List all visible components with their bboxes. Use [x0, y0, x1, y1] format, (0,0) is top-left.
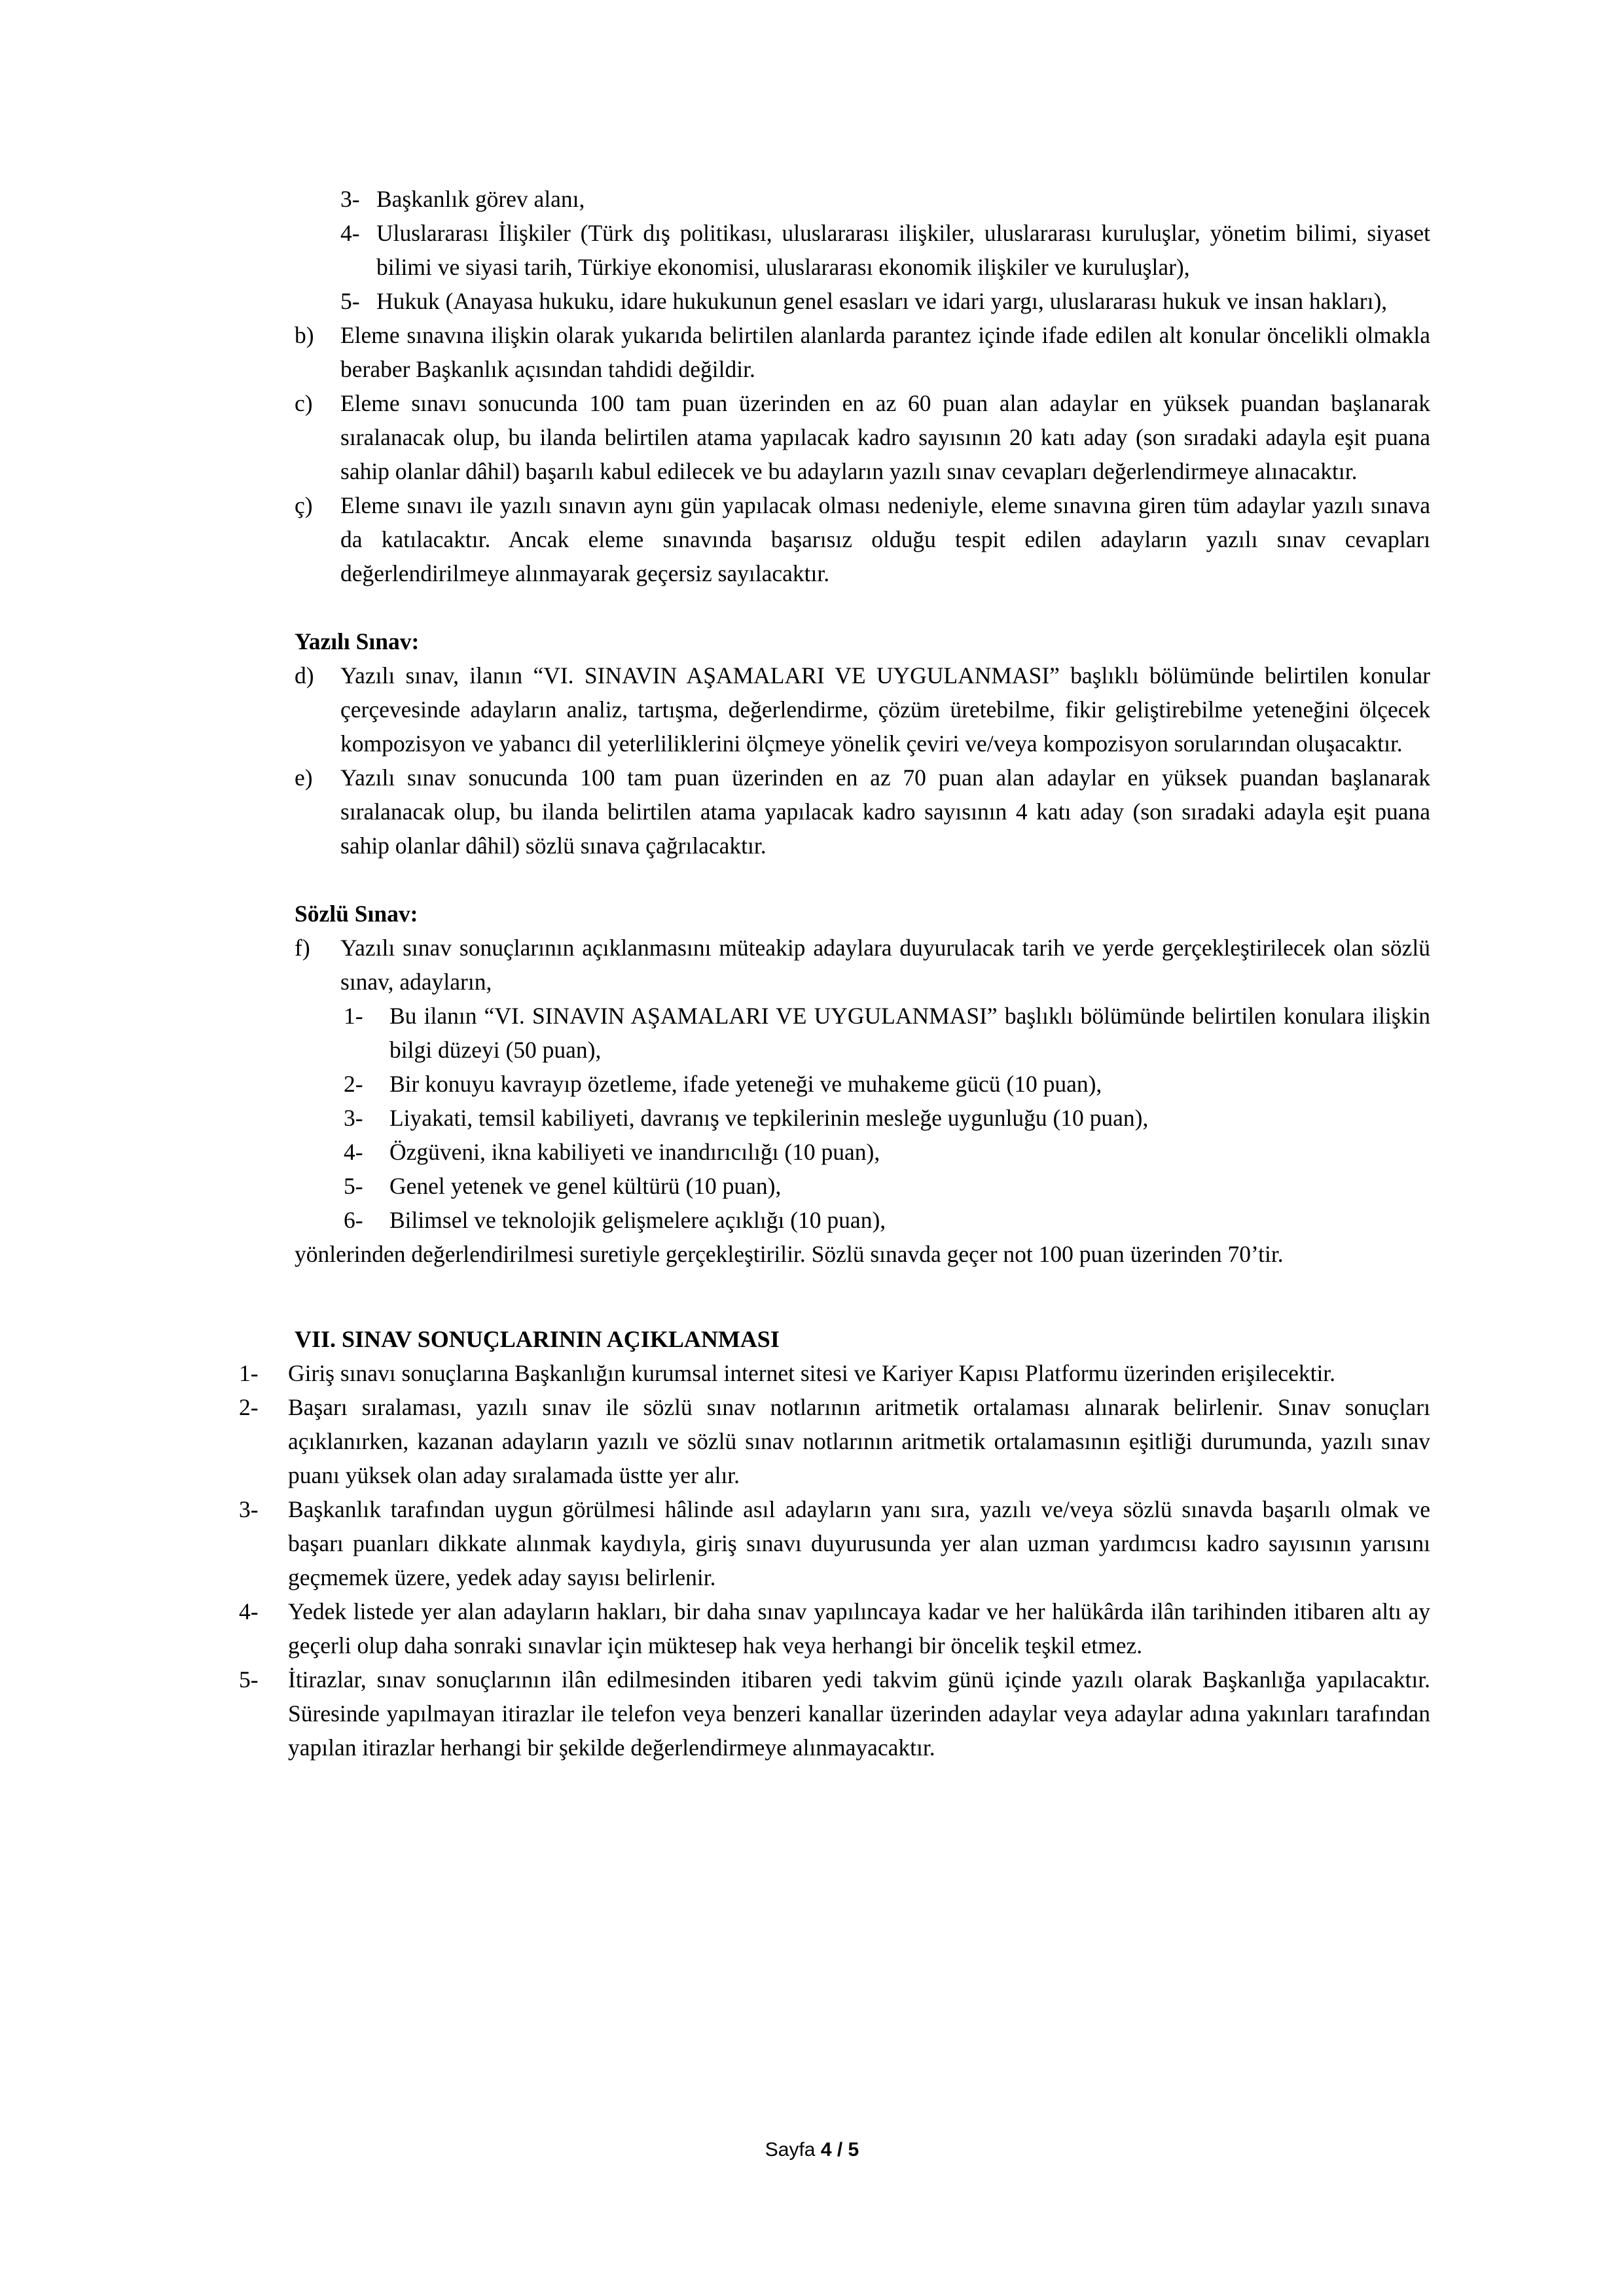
list-text: Genel yetenek ve genel kültürü (10 puan), [389, 1173, 782, 1199]
list-marker: f) [295, 935, 310, 961]
list-marker: e) [295, 764, 313, 791]
spacer [239, 590, 1430, 624]
list-item [344, 999, 1430, 1067]
list-marker: c) [295, 390, 313, 416]
page-body [239, 182, 1430, 1765]
list-marker: 5- [344, 1173, 363, 1199]
list-item [295, 658, 1430, 761]
list-marker: 1- [344, 1003, 363, 1029]
list-marker: 3- [340, 186, 360, 212]
list-marker: 5- [239, 1666, 259, 1693]
list-marker: d) [295, 662, 314, 689]
list-text: Uluslararası İlişkiler (Türk dış politikası, uluslararası ilişkiler, uluslararası kuruluşlar, yönetim bilimi, siyaset bilimi ve siyasi tarih, Türkiye ekonomisi, uluslararası ekonomik ilişkiler ve kuruluşlar), [376, 220, 1430, 280]
list-item [344, 1101, 1430, 1135]
list-item [344, 1203, 1430, 1237]
list-item [239, 1594, 1430, 1662]
list-item [340, 216, 1430, 284]
spacer [239, 1271, 1430, 1305]
list-item [295, 386, 1430, 488]
list-marker: b) [295, 322, 314, 348]
list-item [344, 1135, 1430, 1169]
list-text: Özgüveni, ikna kabiliyeti ve inandırıcılığı (10 puan), [389, 1139, 880, 1165]
spacer [239, 1305, 1430, 1322]
list-text: Eleme sınavına ilişkin olarak yukarıda belirtilen alanlarda parantez içinde ifade edilen alt konular öncelikli olmakla beraber Başkanlık açısından tahdidi değildir. [340, 322, 1430, 382]
footer-page-number: 4 [820, 2139, 832, 2161]
list-item [340, 284, 1430, 318]
list-item [239, 1390, 1430, 1492]
list-marker: 1- [239, 1360, 259, 1386]
list-item [340, 182, 1430, 216]
list-marker: 2- [344, 1071, 363, 1097]
list-text: Giriş sınavı sonuçlarına Başkanlığın kurumsal internet sitesi ve Kariyer Kapısı Platformu üzerinden erişilecektir. [288, 1360, 1336, 1386]
list-text: Yazılı sınav sonuçlarının açıklanmasını müteakip adaylara duyurulacak tarih ve yerde gerçekleştirilecek olan sözlü sınav, adayların, [340, 935, 1430, 995]
list-item [239, 1492, 1430, 1594]
list-marker: 2- [239, 1394, 259, 1420]
list-marker: 4- [239, 1598, 259, 1624]
spacer [239, 863, 1430, 897]
list-item [295, 761, 1430, 863]
list-text: Yazılı sınav sonucunda 100 tam puan üzerinden en az 70 puan alan adaylar en yüksek puandan başlanarak sıralanacak olup, bu ilanda belirtilen atama yapılacak kadro sayısının 4 katı aday (son sıradaki adayla eşit puana sahip olanlar dâhil) sözlü sınava çağrılacaktır. [340, 764, 1430, 859]
list-text: Eleme sınavı ile yazılı sınavın aynı gün yapılacak olması nedeniyle, eleme sınavına giren tüm adaylar yazılı sınava da katılacaktır. Ancak eleme sınavında başarısız olduğu tespit edilen adayların yazılı sınav cevapları değerlendirilmeye alınmayarak geçersiz sayılacaktır. [340, 492, 1430, 586]
footer-separator: / [837, 2139, 843, 2161]
list-text: Bilimsel ve teknolojik gelişmelere açıklığı (10 puan), [389, 1207, 886, 1233]
list-marker: 4- [340, 220, 360, 246]
list-item [295, 931, 1430, 999]
list-item [295, 318, 1430, 386]
list-text: Başkanlık tarafından uygun görülmesi hâlinde asıl adayların yanı sıra, yazılı ve/veya sözlü sınavda başarılı olmak ve başarı puanları dikkate alınmak kaydıyla, giriş sınavı duyurusunda yer alan uzman yardımcısı kadro sayısının yarısını geçmemek üzere, yedek aday sayısı belirlenir. [288, 1496, 1430, 1590]
subheading-yazili-sinav: Yazılı Sınav: [295, 628, 420, 655]
list-marker: 4- [344, 1139, 363, 1165]
list-text: Hukuk (Anayasa hukuku, idare hukukunun genel esasları ve idari yargı, uluslararası hukuk ve insan hakları), [376, 288, 1388, 314]
page-footer [0, 2139, 1624, 2161]
list-text: Bir konuyu kavrayıp özetleme, ifade yeteneği ve muhakeme gücü (10 puan), [389, 1071, 1102, 1097]
list-marker: ç) [295, 492, 313, 518]
list-marker: 3- [344, 1105, 363, 1131]
list-item [295, 488, 1430, 590]
list-text: İtirazlar, sınav sonuçlarının ilân edilmesinden itibaren yedi takvim günü içinde yazılı olarak Başkanlığa yapılacaktır. Süresinde yapılmayan itirazlar ile telefon veya benzeri kanallar üzerinden adaylar veya adaylar adına yakınları tarafından yapılan itirazlar herhangi bir şekilde değerlendirmeye alınmayacaktır. [288, 1666, 1430, 1761]
list-text: Bu ilanın “VI. SINAVIN AŞAMALARI VE UYGULANMASI” başlıklı bölümünde belirtilen konulara ilişkin bilgi düzeyi (50 puan), [389, 1003, 1430, 1063]
footer-label: Sayfa [765, 2139, 816, 2161]
list-marker: 5- [340, 288, 360, 314]
list-item [344, 1067, 1430, 1101]
list-text: Eleme sınavı sonucunda 100 tam puan üzerinden en az 60 puan alan adaylar en yüksek puandan başlanarak sıralanacak olup, bu ilanda belirtilen atama yapılacak kadro sayısının 20 katı aday (son sıradaki adayla eşit puana sahip olanlar dâhil) başarılı kabul edilecek ve bu adayların yazılı sınav cevapları değerlendirmeye alınacaktır. [340, 390, 1430, 484]
section-heading-vii: VII. SINAV SONUÇLARININ AÇIKLANMASI [295, 1326, 780, 1352]
sozlu-sinav-closing-paragraph: yönlerinden değerlendirilmesi suretiyle gerçekleştirilir. Sözlü sınavda geçer not 100 puan üzerinden 70’tir. [295, 1241, 1284, 1267]
list-text: Yazılı sınav, ilanın “VI. SINAVIN AŞAMALARI VE UYGULANMASI” başlıklı bölümünde belirtilen konular çerçevesinde adayların analiz, tartışma, değerlendirme, çözüm üretebilme, fikir geliştirebilme yeteneğini ölçecek kompozisyon ve yabancı dil yeterliliklerini ölçmeye yönelik çeviri ve/veya kompozisyon sorularından oluşacaktır. [340, 662, 1430, 757]
list-marker: 3- [239, 1496, 259, 1522]
list-text: Başarı sıralaması, yazılı sınav ile sözlü sınav notlarının aritmetik ortalaması alınarak belirlenir. Sınav sonuçları açıklanırken, kazanan adayların yazılı ve sözlü sınav notlarının aritmetik ortalamasının eşitliği durumunda, yazılı sınav puanı yüksek olan aday sıralamada üstte yer alır. [288, 1394, 1430, 1488]
list-text: Yedek listede yer alan adayların hakları, bir daha sınav yapılıncaya kadar ve her halükârda ilân tarihinden itibaren altı ay geçerli olup daha sonraki sınavlar için müktesep hak veya herhangi bir öncelik teşkil etmez. [288, 1598, 1430, 1659]
footer-page-total: 5 [848, 2139, 859, 2161]
list-text: Başkanlık görev alanı, [376, 186, 585, 212]
list-item [344, 1169, 1430, 1203]
list-item [239, 1356, 1430, 1390]
list-item [239, 1662, 1430, 1765]
subheading-sozlu-sinav: Sözlü Sınav: [295, 901, 418, 927]
list-text: Liyakati, temsil kabiliyeti, davranış ve tepkilerinin mesleğe uygunluğu (10 puan), [389, 1105, 1149, 1131]
list-marker: 6- [344, 1207, 363, 1233]
